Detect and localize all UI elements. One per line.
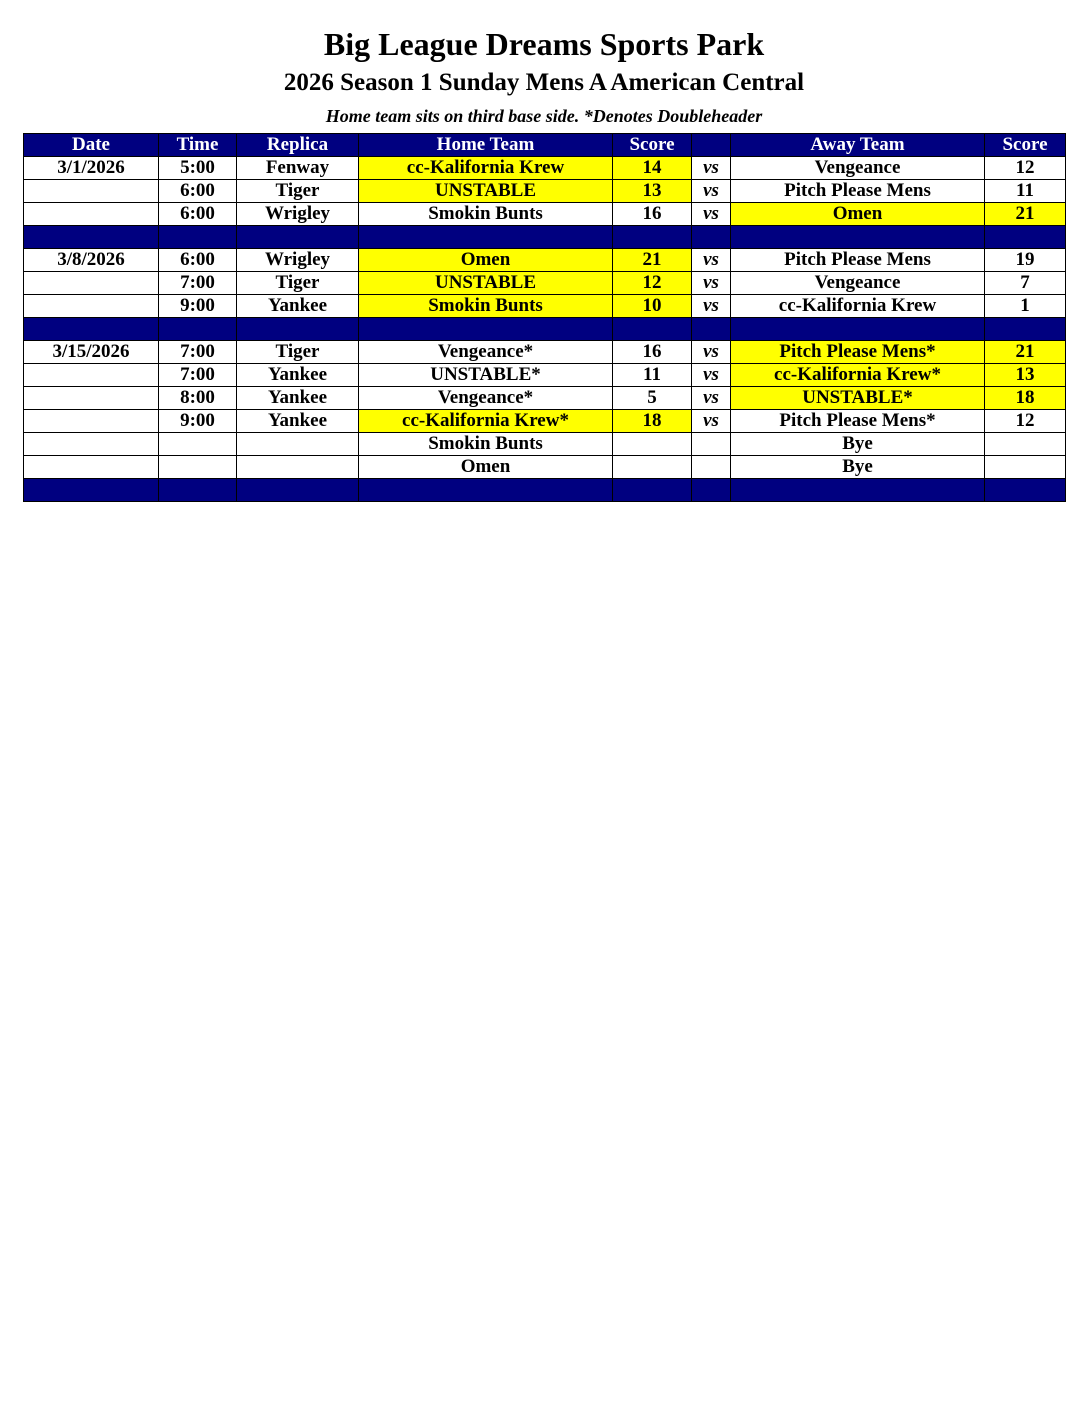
time-cell: 6:00	[159, 203, 237, 226]
vs-cell	[692, 433, 731, 456]
home-score-cell: 14	[613, 157, 692, 180]
col-header-home-score: Score	[613, 134, 692, 157]
time-cell: 5:00	[159, 157, 237, 180]
home-team-cell: UNSTABLE	[359, 180, 613, 203]
away-team-cell: UNSTABLE*	[731, 387, 985, 410]
time-cell: 6:00	[159, 180, 237, 203]
vs-cell: vs	[692, 387, 731, 410]
table-row	[24, 295, 1066, 318]
table-row	[24, 456, 1066, 479]
home-score-cell: 12	[613, 272, 692, 295]
week-separator-row	[24, 318, 1066, 341]
replica-cell	[237, 433, 359, 456]
time-cell	[159, 456, 237, 479]
away-score-cell: 11	[985, 180, 1066, 203]
replica-cell: Yankee	[237, 295, 359, 318]
away-score-cell: 13	[985, 364, 1066, 387]
home-team-cell: Smokin Bunts	[359, 203, 613, 226]
separator-cell	[692, 318, 731, 341]
date-cell: 3/8/2026	[24, 249, 159, 272]
home-team-cell: Smokin Bunts	[359, 433, 613, 456]
replica-cell: Tiger	[237, 341, 359, 364]
schedule-table	[23, 133, 1066, 502]
away-score-cell: 7	[985, 272, 1066, 295]
away-team-cell: Bye	[731, 433, 985, 456]
away-score-cell: 12	[985, 410, 1066, 433]
replica-cell: Fenway	[237, 157, 359, 180]
separator-cell	[237, 318, 359, 341]
date-cell: 3/1/2026	[24, 157, 159, 180]
home-score-cell: 13	[613, 180, 692, 203]
away-score-cell: 21	[985, 203, 1066, 226]
separator-cell	[692, 226, 731, 249]
separator-cell	[24, 479, 159, 502]
time-cell: 8:00	[159, 387, 237, 410]
week-separator-row	[24, 479, 1066, 502]
away-team-cell: Pitch Please Mens*	[731, 341, 985, 364]
replica-cell: Wrigley	[237, 249, 359, 272]
away-score-cell	[985, 433, 1066, 456]
away-team-cell: Pitch Please Mens	[731, 249, 985, 272]
col-header-replica: Replica	[237, 134, 359, 157]
time-cell: 9:00	[159, 410, 237, 433]
time-cell	[159, 433, 237, 456]
separator-cell	[359, 226, 613, 249]
separator-cell	[24, 226, 159, 249]
home-score-cell: 21	[613, 249, 692, 272]
separator-cell	[359, 318, 613, 341]
home-team-cell: UNSTABLE	[359, 272, 613, 295]
away-team-cell: Vengeance	[731, 157, 985, 180]
vs-cell: vs	[692, 341, 731, 364]
col-header-away-team: Away Team	[731, 134, 985, 157]
home-score-cell: 10	[613, 295, 692, 318]
replica-cell: Yankee	[237, 410, 359, 433]
page-title: Big League Dreams Sports Park	[323, 26, 765, 62]
separator-cell	[985, 226, 1066, 249]
table-row	[24, 272, 1066, 295]
col-header-vs	[692, 134, 731, 157]
home-score-cell: 5	[613, 387, 692, 410]
table-header-row	[24, 134, 1066, 157]
home-score-cell	[613, 433, 692, 456]
separator-cell	[731, 479, 985, 502]
home-team-cell: Vengeance*	[359, 341, 613, 364]
date-cell	[24, 203, 159, 226]
separator-cell	[159, 318, 237, 341]
replica-cell: Tiger	[237, 272, 359, 295]
vs-cell: vs	[692, 410, 731, 433]
date-cell	[24, 410, 159, 433]
table-row	[24, 364, 1066, 387]
home-score-cell: 16	[613, 341, 692, 364]
away-team-cell: Vengeance	[731, 272, 985, 295]
table-row	[24, 341, 1066, 364]
away-team-cell: Pitch Please Mens	[731, 180, 985, 203]
col-header-away-score: Score	[985, 134, 1066, 157]
separator-cell	[731, 318, 985, 341]
vs-cell: vs	[692, 249, 731, 272]
away-team-cell: cc-Kalifornia Krew	[731, 295, 985, 318]
doubleheader-note: Home team sits on third base side. *Denotes Doubleheader	[325, 106, 763, 126]
col-header-date: Date	[24, 134, 159, 157]
separator-cell	[985, 318, 1066, 341]
table-row	[24, 387, 1066, 410]
home-score-cell	[613, 456, 692, 479]
date-cell	[24, 456, 159, 479]
away-team-cell: Bye	[731, 456, 985, 479]
replica-cell	[237, 456, 359, 479]
replica-cell: Yankee	[237, 387, 359, 410]
table-row	[24, 203, 1066, 226]
table-row	[24, 157, 1066, 180]
home-team-cell: Omen	[359, 456, 613, 479]
home-team-cell: Vengeance*	[359, 387, 613, 410]
table-row	[24, 410, 1066, 433]
separator-cell	[237, 226, 359, 249]
home-score-cell: 11	[613, 364, 692, 387]
date-cell	[24, 272, 159, 295]
away-team-cell: cc-Kalifornia Krew*	[731, 364, 985, 387]
vs-cell: vs	[692, 203, 731, 226]
vs-cell: vs	[692, 180, 731, 203]
time-cell: 7:00	[159, 364, 237, 387]
date-cell	[24, 433, 159, 456]
date-cell	[24, 387, 159, 410]
vs-cell	[692, 456, 731, 479]
table-row	[24, 433, 1066, 456]
separator-cell	[159, 226, 237, 249]
away-score-cell: 1	[985, 295, 1066, 318]
separator-cell	[985, 479, 1066, 502]
away-score-cell: 18	[985, 387, 1066, 410]
table-row	[24, 249, 1066, 272]
date-cell	[24, 364, 159, 387]
separator-cell	[159, 479, 237, 502]
home-team-cell: Omen	[359, 249, 613, 272]
date-cell: 3/15/2026	[24, 341, 159, 364]
week-separator-row	[24, 226, 1066, 249]
separator-cell	[613, 318, 692, 341]
vs-cell: vs	[692, 364, 731, 387]
separator-cell	[613, 226, 692, 249]
date-cell	[24, 295, 159, 318]
schedule-body	[24, 157, 1066, 502]
page-subtitle: 2026 Season 1 Sunday Mens A American Central	[283, 69, 805, 96]
away-team-cell: Omen	[731, 203, 985, 226]
time-cell: 9:00	[159, 295, 237, 318]
time-cell: 7:00	[159, 272, 237, 295]
home-team-cell: UNSTABLE*	[359, 364, 613, 387]
replica-cell: Yankee	[237, 364, 359, 387]
separator-cell	[359, 479, 613, 502]
date-cell	[24, 180, 159, 203]
separator-cell	[692, 479, 731, 502]
home-team-cell: cc-Kalifornia Krew*	[359, 410, 613, 433]
col-header-time: Time	[159, 134, 237, 157]
separator-cell	[731, 226, 985, 249]
separator-cell	[237, 479, 359, 502]
time-cell: 6:00	[159, 249, 237, 272]
separator-cell	[24, 318, 159, 341]
away-score-cell	[985, 456, 1066, 479]
table-row	[24, 180, 1066, 203]
home-team-cell: Smokin Bunts	[359, 295, 613, 318]
home-score-cell: 18	[613, 410, 692, 433]
col-header-home-team: Home Team	[359, 134, 613, 157]
home-score-cell: 16	[613, 203, 692, 226]
home-team-cell: cc-Kalifornia Krew	[359, 157, 613, 180]
vs-cell: vs	[692, 295, 731, 318]
away-team-cell: Pitch Please Mens*	[731, 410, 985, 433]
separator-cell	[613, 479, 692, 502]
replica-cell: Tiger	[237, 180, 359, 203]
time-cell: 7:00	[159, 341, 237, 364]
away-score-cell: 21	[985, 341, 1066, 364]
away-score-cell: 19	[985, 249, 1066, 272]
vs-cell: vs	[692, 157, 731, 180]
replica-cell: Wrigley	[237, 203, 359, 226]
vs-cell: vs	[692, 272, 731, 295]
away-score-cell: 12	[985, 157, 1066, 180]
